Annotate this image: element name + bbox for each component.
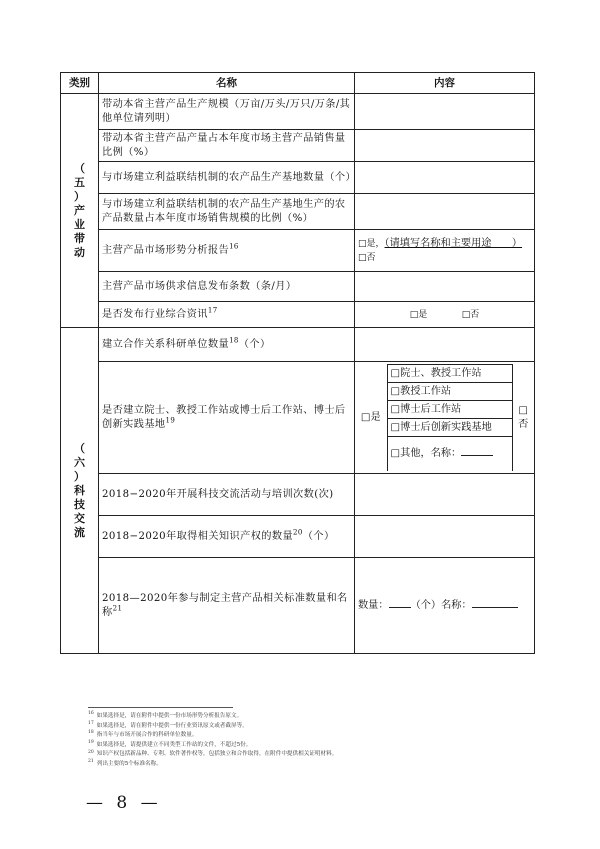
row-content-input[interactable]: [355, 516, 535, 558]
table-row: [61, 162, 535, 194]
option-postdoc-base[interactable]: □博士后创新实践基地: [387, 419, 512, 437]
option-professor-station[interactable]: □教授工作站: [387, 383, 512, 401]
row-content-input[interactable]: [355, 130, 535, 162]
row-content-input[interactable]: [355, 162, 535, 194]
row-content-input[interactable]: [355, 328, 535, 362]
footnote-16: $^{16}$ 如果选择是，请在附件中提供一份市场形势分析报告原文。: [88, 711, 243, 719]
table-row: [61, 272, 535, 302]
footnote-20: $^{20}$ 知识产权包括新品种、专利、软件著作权等，包括独立和合作取得，在附件中提供相关证明材料。: [88, 749, 338, 758]
header-category: 类别: [61, 73, 99, 94]
row-name: 建立合作关系科研单位数量$^{18}$（个）: [99, 328, 355, 362]
footnote-divider: [88, 707, 233, 708]
row-name: 是否建立院士、教授工作站或博士后工作站、博士后创新实践基地$^{19}$: [99, 362, 355, 474]
no-checkbox[interactable]: □否: [512, 365, 534, 471]
table-row: [61, 516, 535, 558]
footnote-17: $^{17}$ 如果选择是，请在附件中提供一份行业资讯原文或者截屏等。: [88, 720, 248, 729]
row-name: 2018−2020年取得相关知识产权的数量$^{20}$（个）: [99, 516, 355, 558]
yes-checkbox[interactable]: □是，: [358, 238, 385, 249]
yes-checkbox[interactable]: □是: [409, 309, 428, 320]
footnotes: [88, 712, 538, 770]
category-tech-exchange: （ 六 ） 科 技 交 流: [61, 328, 99, 654]
table-row: [61, 328, 535, 362]
workstation-choice: [355, 362, 535, 474]
table-row: [61, 130, 535, 162]
standards-input[interactable]: 数量： （个）名称：: [355, 558, 535, 654]
row-name: 2018—2020年参与制定主营产品相关标准数量和名称$^{21}$: [99, 558, 355, 654]
option-postdoc-station[interactable]: □博士后工作站: [387, 401, 512, 419]
row-content-input[interactable]: [355, 272, 535, 302]
category-industry-driving: （ 五 ） 产 业 带 动: [61, 94, 99, 328]
option-academician-station[interactable]: □院士、教授工作站: [387, 365, 512, 383]
application-form-table: [60, 72, 535, 654]
yes-checkbox[interactable]: □是: [355, 365, 387, 471]
table-row: [61, 194, 535, 230]
table-row: [61, 362, 535, 474]
row-name: 带动本省主营产品产量占本年度市场主营产品销售量比例（%）: [99, 130, 355, 162]
row-name: 与市场建立利益联结机制的农产品生产基地生产的农产品数量占本年度市场销售规模的比例（%）: [99, 194, 355, 230]
header-name: 名称: [99, 73, 355, 94]
no-checkbox[interactable]: □否: [358, 252, 376, 263]
row-name: 主营产品市场供求信息发布条数（条/月）: [99, 272, 355, 302]
header-content: 内容: [355, 73, 535, 94]
row-name: 2018−2020年开展科技交流活动与培训次数(次): [99, 474, 355, 516]
row-content-choice: [355, 230, 535, 272]
page-number: — 8 —: [86, 793, 162, 813]
row-content-choice: [355, 302, 535, 328]
row-content-input[interactable]: [355, 194, 535, 230]
header-row: [61, 73, 535, 94]
table-row: [61, 94, 535, 130]
table-row: [61, 558, 535, 654]
workstation-options-table: [355, 364, 534, 471]
row-name: 带动本省主营产品生产规模（万亩/万头/万只/万条/其他单位请列明）: [99, 94, 355, 130]
row-content-input[interactable]: [355, 94, 535, 130]
table-row: [61, 230, 535, 272]
no-checkbox[interactable]: □否: [461, 309, 480, 320]
table-row: [61, 474, 535, 516]
row-content-input[interactable]: [355, 474, 535, 516]
footnote-19: $^{19}$ 如果选择是，请提供建立不同类型工作站的文件，不超过5份。: [88, 739, 252, 748]
option-other[interactable]: □其他，名称：: [387, 437, 512, 471]
row-name: 是否发布行业综合资讯$^{17}$: [99, 302, 355, 328]
table-row: [61, 302, 535, 328]
row-name: 与市场建立利益联结机制的农产品生产基地数量（个）: [99, 162, 355, 194]
footnote-21: $^{21}$ 列出主要的5个标准名称。: [88, 759, 162, 767]
row-name: 主营产品市场形势分析报告$^{16}$: [99, 230, 355, 272]
usage-input[interactable]: （请填写名称和主要用途 ）: [384, 237, 523, 249]
footnote-18: $^{18}$ 指当年与市场开展合作的科研单位数量。: [88, 730, 198, 739]
